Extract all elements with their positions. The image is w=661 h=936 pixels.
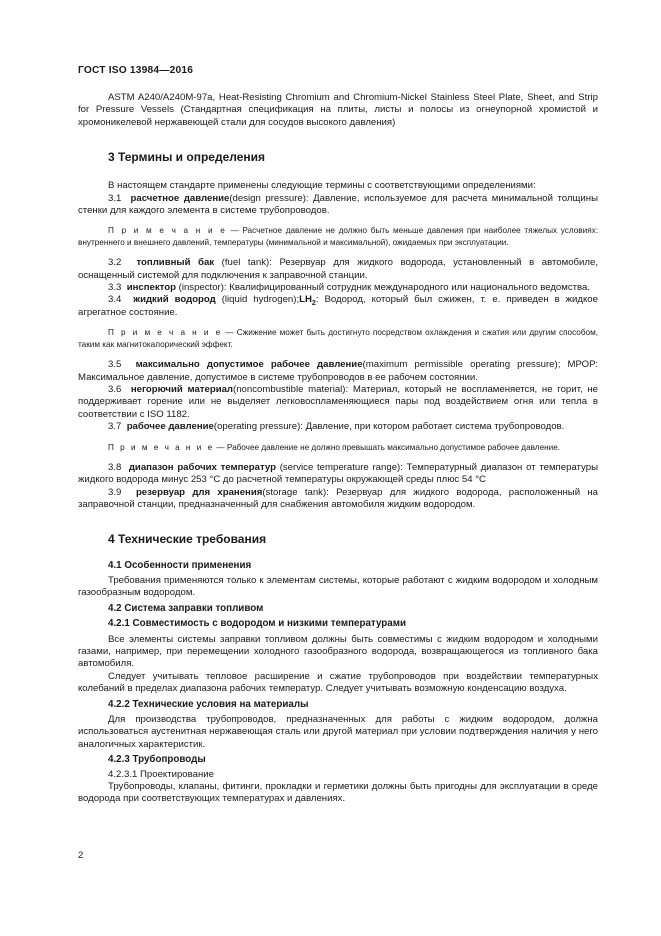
note-1: П р и м е ч а н и е — Расчетное давление не должно быть меньше давления при наиболее тяжелых условиях: внутреннего и внешнего давлений, температуры (минимальной и максимальной), ожидаемых при эксплуатации. bbox=[78, 226, 599, 247]
page-number: 2 bbox=[78, 850, 84, 861]
section-3-intro: В настоящем стандарте применены следующие термины с соответствующими определениями: bbox=[108, 180, 536, 192]
term-3-4: 3.4 жидкий водород (liquid $hydrogen);LH_2$: Водород, который был сжижен, т. е. приведен в жидкое агрегатное состояние. bbox=[78, 294, 598, 318]
section-3-heading: 3 Термины и определения bbox=[108, 150, 266, 165]
section-4-1-heading: 4.1 Особенности применения bbox=[108, 559, 252, 571]
reference-paragraph: ASTM A240/A240M-97a, Heat-Resisting Chromium and Chromium-Nickel Stainless Steel Plate, Sheet, and Strip for Pressure Vessels (Стандартная спецификация на плиты, листы и полосы из огнеупорной хромистой и хромоникелевой нержавеющей стали для сосудов высокого давления) bbox=[78, 92, 598, 128]
section-4-2-1-heading: 4.2.1 Совместимость с водородом и низкими температурами bbox=[108, 618, 406, 630]
term-3-2: 3.2 топливный бак (fuel tank): Резервуар для жидкого водорода, установленный в автомобиле, оснащенный системой для подключения к заправочной станции. bbox=[78, 257, 598, 281]
section-4-2-1-para-1: Все элементы системы заправки топливом должны быть совместимы с жидким водородом и холодными газами, например, при перемещении холодного газообразного водорода, возвращающегося из топливного бака автомобиля. bbox=[78, 633, 598, 670]
section-4-2-3-heading: 4.2.3 Трубопроводы bbox=[108, 754, 206, 766]
section-4-2-3-1-heading: 4.2.3.1 Проектирование bbox=[108, 768, 214, 780]
section-4-2-3-1-text: Трубопроводы, клапаны, фитинги, прокладки и герметики должны быть пригодны для эксплуатации в среде водорода при соответствующих температурах и давлениях. bbox=[78, 781, 598, 805]
note-2: П р и м е ч а н и е — Сжижение может быть достигнуто посредством охлаждения и сжатия или другим способом, таким как магнитокалорический эффект. bbox=[78, 328, 598, 349]
section-4-2-2-heading: 4.2.2 Технические условия на материалы bbox=[108, 698, 309, 710]
term-3-5: 3.5 максимально допустимое рабочее давление(maximum permissible operating pressure); МРОР: Максимальное давление, допустимое в системе трубопроводов в ее рабочем состоянии. bbox=[78, 359, 598, 383]
section-4-2-heading: 4.2 Система заправки топливом bbox=[108, 602, 264, 614]
term-3-8: 3.8 диапазон рабочих температур (service temperature range): Температурный диапазон от температуры жидкого водорода минус 253 °С до расчетной температуры окружающей среды плюс 54 °С bbox=[78, 461, 598, 486]
document-header: ГОСТ ISO 13984—2016 bbox=[78, 65, 194, 76]
section-4-2-1-para-2: Следует учитывать тепловое расширение и сжатие трубопроводов при воздействии температурных колебаний в пределах диапазона рабочих температур. Следует учитывать возможную конденсацию воздуха. bbox=[78, 670, 598, 695]
term-3-7: 3.7 рабочее давление(operating pressure): Давление, при котором работает система трубопроводов. bbox=[108, 421, 565, 433]
term-3-1: 3.1 расчетное давление(design pressure): Давление, используемое для расчета минимальной толщины стенки для каждого элемента в системе трубопроводов. bbox=[78, 192, 598, 217]
term-3-6: 3.6 негорючий материал(noncombustible material): Материал, который не воспламеняется, не горит, не поддерживает горение или не выделяет легковоспламеняющиеся пары под воздействием огня или тепла в соответствии с ISO 1182. bbox=[78, 383, 598, 420]
section-4-2-2-text: Для производства трубопроводов, предназначенных для работы с жидким водородом, должна использоваться аустенитная нержавеющая сталь или другой материал при условии подтверждения наличия у него аналогичных характеристик. bbox=[78, 714, 598, 750]
page-content bbox=[78, 92, 598, 806]
section-4-1-text: Требования применяются только к элементам системы, которые работают с жидким водородом и холодным газообразным водородом. bbox=[78, 574, 598, 599]
term-3-9: 3.9 резервуар для хранения(storage tank): Резервуар для жидкого водорода, расположенный на заправочной станции, предназначенный для снабжения автомобиля жидким водородом. bbox=[78, 486, 598, 511]
section-4-heading: 4 Технические требования bbox=[108, 531, 267, 546]
term-3-3: 3.3 инспектор (inspector): Квалифицированный сотрудник международного или национального ведомства. bbox=[108, 282, 591, 294]
note-3: П р и м е ч а н и е — Рабочее давление не должно превышать максимально допустимое рабочее давление. bbox=[108, 442, 561, 452]
